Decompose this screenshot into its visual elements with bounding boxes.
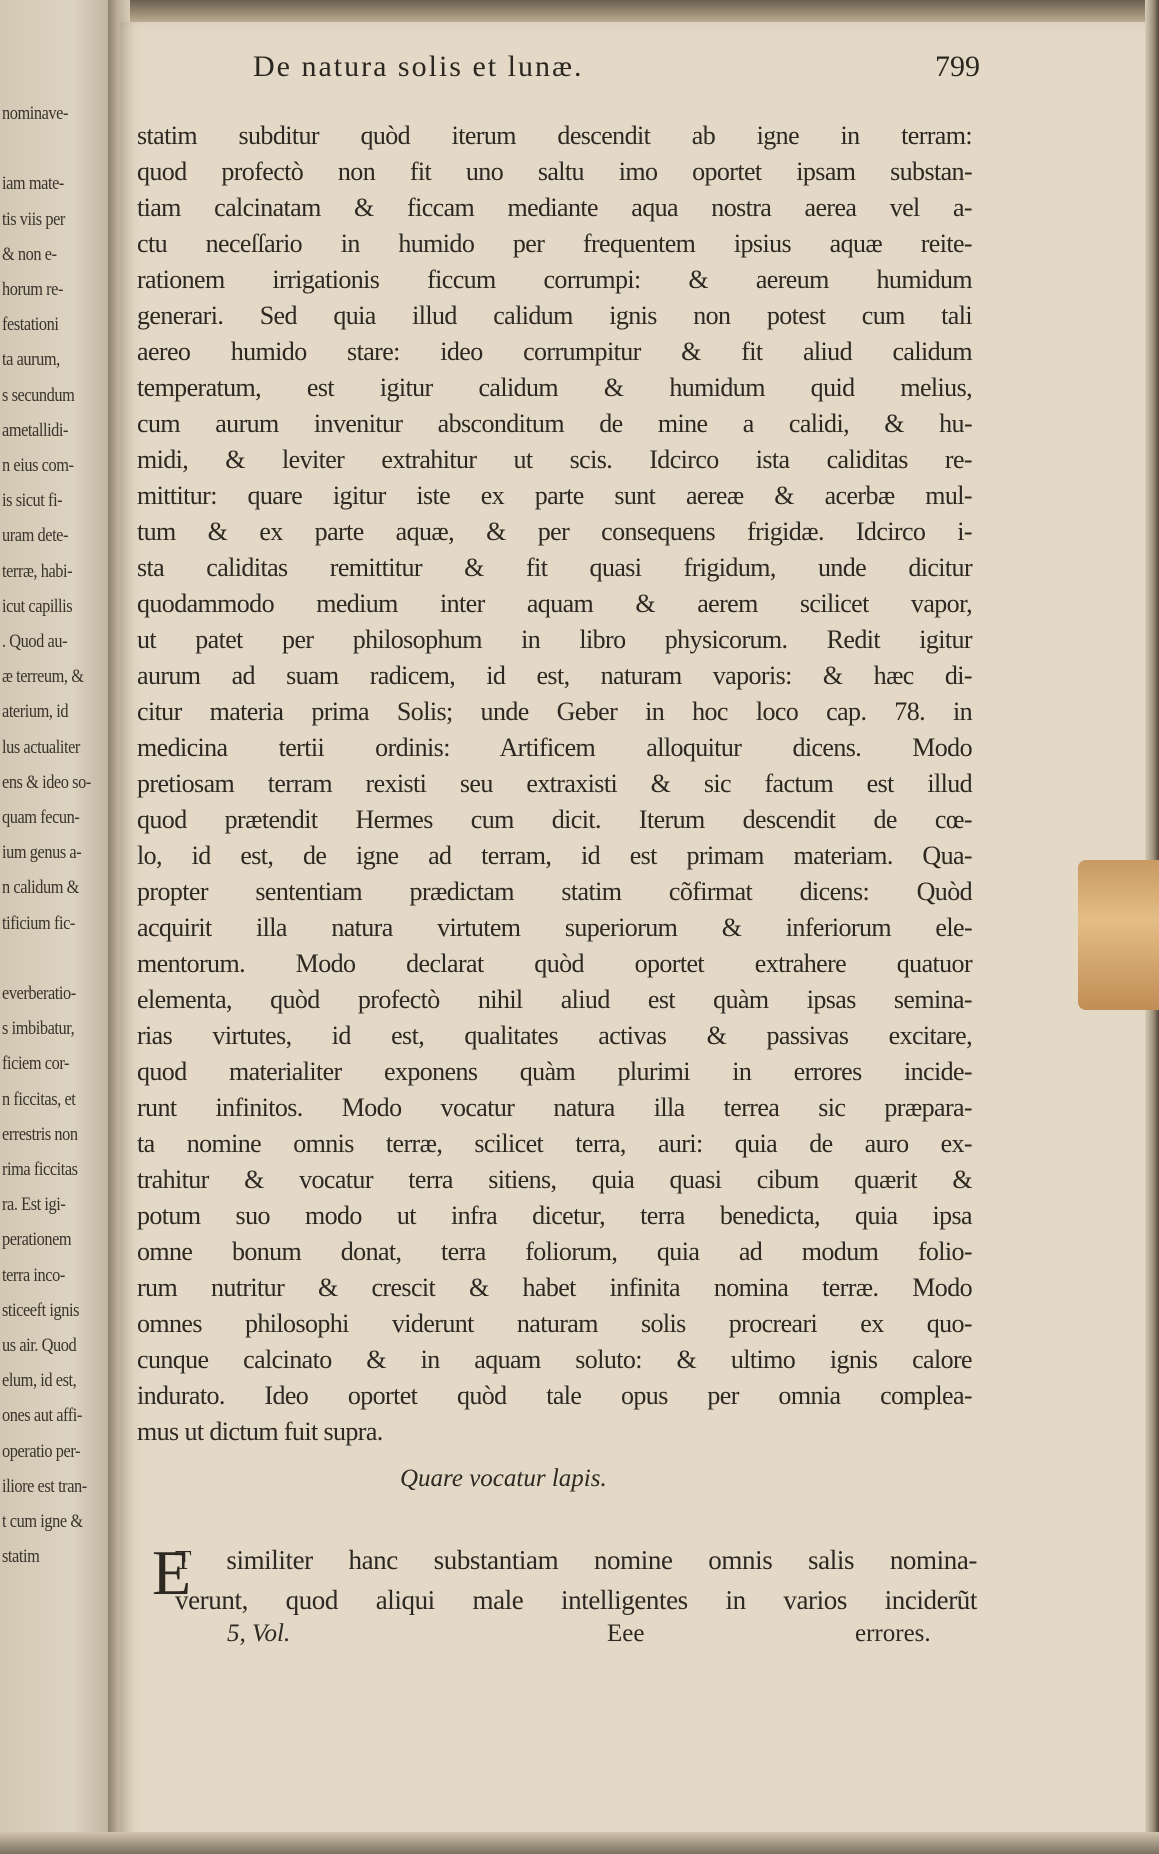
text-line: pretiosam terram rexisti seu extraxisti & sic factum est illud	[137, 769, 972, 798]
facing-page-line: t cum igne &	[2, 1511, 83, 1532]
text-line: quod materialiter exponens quàm plurimi in errores incide-	[137, 1057, 972, 1086]
facing-page-line: festationi	[2, 314, 59, 336]
facing-page-line: ra. Est igi-	[2, 1194, 66, 1216]
text-line: ut patet per philosophum in libro physicorum. Redit igitur	[137, 625, 972, 654]
facing-page-line: æ terreum, &	[2, 666, 84, 688]
catchword: errores.	[855, 1620, 931, 1647]
facing-page-line: ones aut affi-	[2, 1405, 82, 1427]
text-line: aereo humido stare: ideo corrumpitur & fit aliud calidum	[137, 337, 972, 366]
facing-page-line: & non e-	[2, 243, 57, 265]
facing-page-line: aterium, id	[2, 701, 69, 723]
facing-page-line: lus actualiter	[2, 736, 80, 758]
text-line: omne bonum donat, terra foliorum, quia ad modum folio-	[137, 1237, 972, 1266]
text-line: omnes philosophi viderunt naturam solis procreari ex quo-	[137, 1309, 972, 1338]
text-line: runt infinitos. Modo vocatur natura illa terrea sic præpara-	[137, 1093, 972, 1122]
text-line: sta caliditas remittitur & fit quasi frigidum, unde dicitur	[137, 553, 972, 582]
facing-page-line	[2, 131, 103, 166]
facing-page-line: ta aurum,	[2, 349, 60, 371]
text-line: elementa, quòd profectò nihil aliud est quàm ipsas semina-	[137, 985, 972, 1014]
facing-page-line: ium genus a-	[2, 842, 82, 864]
running-title: De natura solis et lunæ.	[253, 50, 584, 83]
facing-page-line: tis viis per	[2, 208, 65, 230]
facing-page-line: statim	[2, 1546, 40, 1568]
text-line: tiam calcinatam & ficcam mediante aqua nostra aerea vel a-	[137, 193, 972, 222]
facing-page-line: ens & ideo so-	[2, 771, 91, 793]
facing-page-line: elum, id est,	[2, 1370, 77, 1392]
facing-page-line: s imbibatur,	[2, 1018, 75, 1040]
facing-page-strip	[0, 0, 120, 1854]
facing-page-line: rima ficcitas	[2, 1159, 78, 1180]
facing-page-line: us air. Quod	[2, 1335, 77, 1356]
facing-page-line: is sicut fi-	[2, 490, 63, 512]
text-line: ctu neceſſario in humido per frequentem ipsius aquæ reite-	[137, 229, 972, 258]
facing-page-line: terra inco-	[2, 1264, 65, 1286]
text-line: mentorum. Modo declarat quòd oportet extrahere quatuor	[137, 949, 972, 978]
text-line: T similiter hanc substantiam nomine omnis salis nomina-	[175, 1545, 977, 1575]
facing-page-line: s secundum	[2, 384, 75, 406]
facing-page-line: terræ, habi-	[2, 560, 73, 582]
page-marker-tab	[1078, 860, 1159, 1010]
text-line: quod prætendit Hermes cum dicit. Iterum descendit de cœ-	[137, 805, 972, 834]
text-line: generari. Sed quia illud calidum ignis non potest cum tali	[137, 301, 972, 330]
facing-page-line: perationem	[2, 1229, 72, 1251]
text-line: quod profectò non fit uno saltu imo oportet ipsam substan-	[137, 157, 972, 186]
facing-page-line: iam mate-	[2, 173, 64, 195]
text-line: cunque calcinato & in aquam soluto: & ultimo ignis calore	[137, 1345, 972, 1374]
facing-page-line: operatio per-	[2, 1440, 81, 1462]
text-line: lo, id est, de igne ad terram, id est primam materiam. Qua-	[137, 841, 972, 870]
facing-page-line: uram dete-	[2, 525, 69, 547]
text-line: acquirit illa natura virtutem superiorum & inferiorum ele-	[137, 913, 972, 942]
facing-page-line: nominave-	[2, 103, 69, 124]
facing-page-line: . Quod au-	[2, 631, 68, 652]
text-line: tum & ex parte aquæ, & per consequens frigidæ. Idcirco i-	[137, 517, 972, 546]
text-line: indurato. Ideo oportet quòd tale opus per omnia complea-	[137, 1381, 972, 1410]
facing-page-line: iliore est tran-	[2, 1475, 87, 1497]
facing-page-line: n eius com-	[2, 455, 74, 476]
facing-page-line: n calidum &	[2, 877, 79, 899]
text-line: midi, & leviter extrahitur ut scis. Idcirco ista caliditas re-	[137, 445, 972, 474]
facing-page-line: sticeeft ignis	[2, 1299, 80, 1321]
signature-mark: Eee	[607, 1620, 645, 1647]
facing-page-line: ficiem cor-	[2, 1053, 70, 1075]
text-line: statim subditur quòd iterum descendit ab igne in terram:	[137, 121, 972, 150]
folio-number: 799	[935, 50, 980, 83]
text-line: verunt, quod aliqui male intelligentes in varios inciderũt	[175, 1585, 977, 1615]
facing-page-line: n ficcitas, et	[2, 1088, 76, 1110]
facing-page-line: everberatio-	[2, 983, 76, 1004]
facing-page-line: horum re-	[2, 279, 64, 300]
text-line: medicina tertii ordinis: Artificem alloquitur dicens. Modo	[137, 733, 972, 762]
text-line: potum suo modo ut infra dicetur, terra benedicta, quia ipsa	[137, 1201, 972, 1230]
text-line: rum nutritur & crescit & habet infinita nomina terræ. Modo	[137, 1273, 972, 1302]
drop-cap: E	[152, 1537, 192, 1608]
text-line: aurum ad suam radicem, id est, naturam vaporis: & hæc di-	[137, 661, 972, 690]
second-paragraph	[147, 1537, 977, 1620]
facing-page-line: errestris non	[2, 1123, 78, 1145]
text-line: propter sententiam prædictam statim cõfirmat dicens: Quòd	[137, 877, 972, 906]
facing-page-line: ametallidi-	[2, 419, 69, 441]
section-title: Quare vocatur lapis.	[400, 1465, 607, 1492]
text-line: quodammodo medium inter aquam & aerem scilicet vapor,	[137, 589, 972, 618]
bottom-edge-shadow	[0, 1832, 1159, 1854]
text-line: mus ut dictum fuit supra.	[137, 1417, 383, 1446]
text-line: mittitur: quare igitur iste ex parte sunt aereæ & acerbæ mul-	[137, 481, 972, 510]
text-line: ta nomine omnis terræ, scilicet terra, auri: quia de auro ex-	[137, 1129, 972, 1158]
text-line: rationem irrigationis ficcum corrumpi: & aereum humidum	[137, 265, 972, 294]
facing-page-line: tificium fic-	[2, 912, 75, 934]
text-line: cum aurum invenitur absconditum de mine a calidi, & hu-	[137, 409, 972, 438]
facing-page-line: icut capillis	[2, 595, 73, 617]
text-line: trahitur & vocatur terra sitiens, quia quasi cibum quærit &	[137, 1165, 972, 1194]
facing-page-line: quam fecun-	[2, 807, 80, 828]
text-line: temperatum, est igitur calidum & humidum quid melius,	[137, 373, 972, 402]
main-text-block	[137, 118, 972, 1450]
text-line: rias virtutes, id est, qualitates activas & passivas excitare,	[137, 1021, 972, 1050]
facing-page-line	[2, 941, 103, 976]
text-line: citur materia prima Solis; unde Geber in hoc loco cap. 78. in	[137, 697, 972, 726]
volume-mark: 5, Vol.	[227, 1620, 291, 1647]
